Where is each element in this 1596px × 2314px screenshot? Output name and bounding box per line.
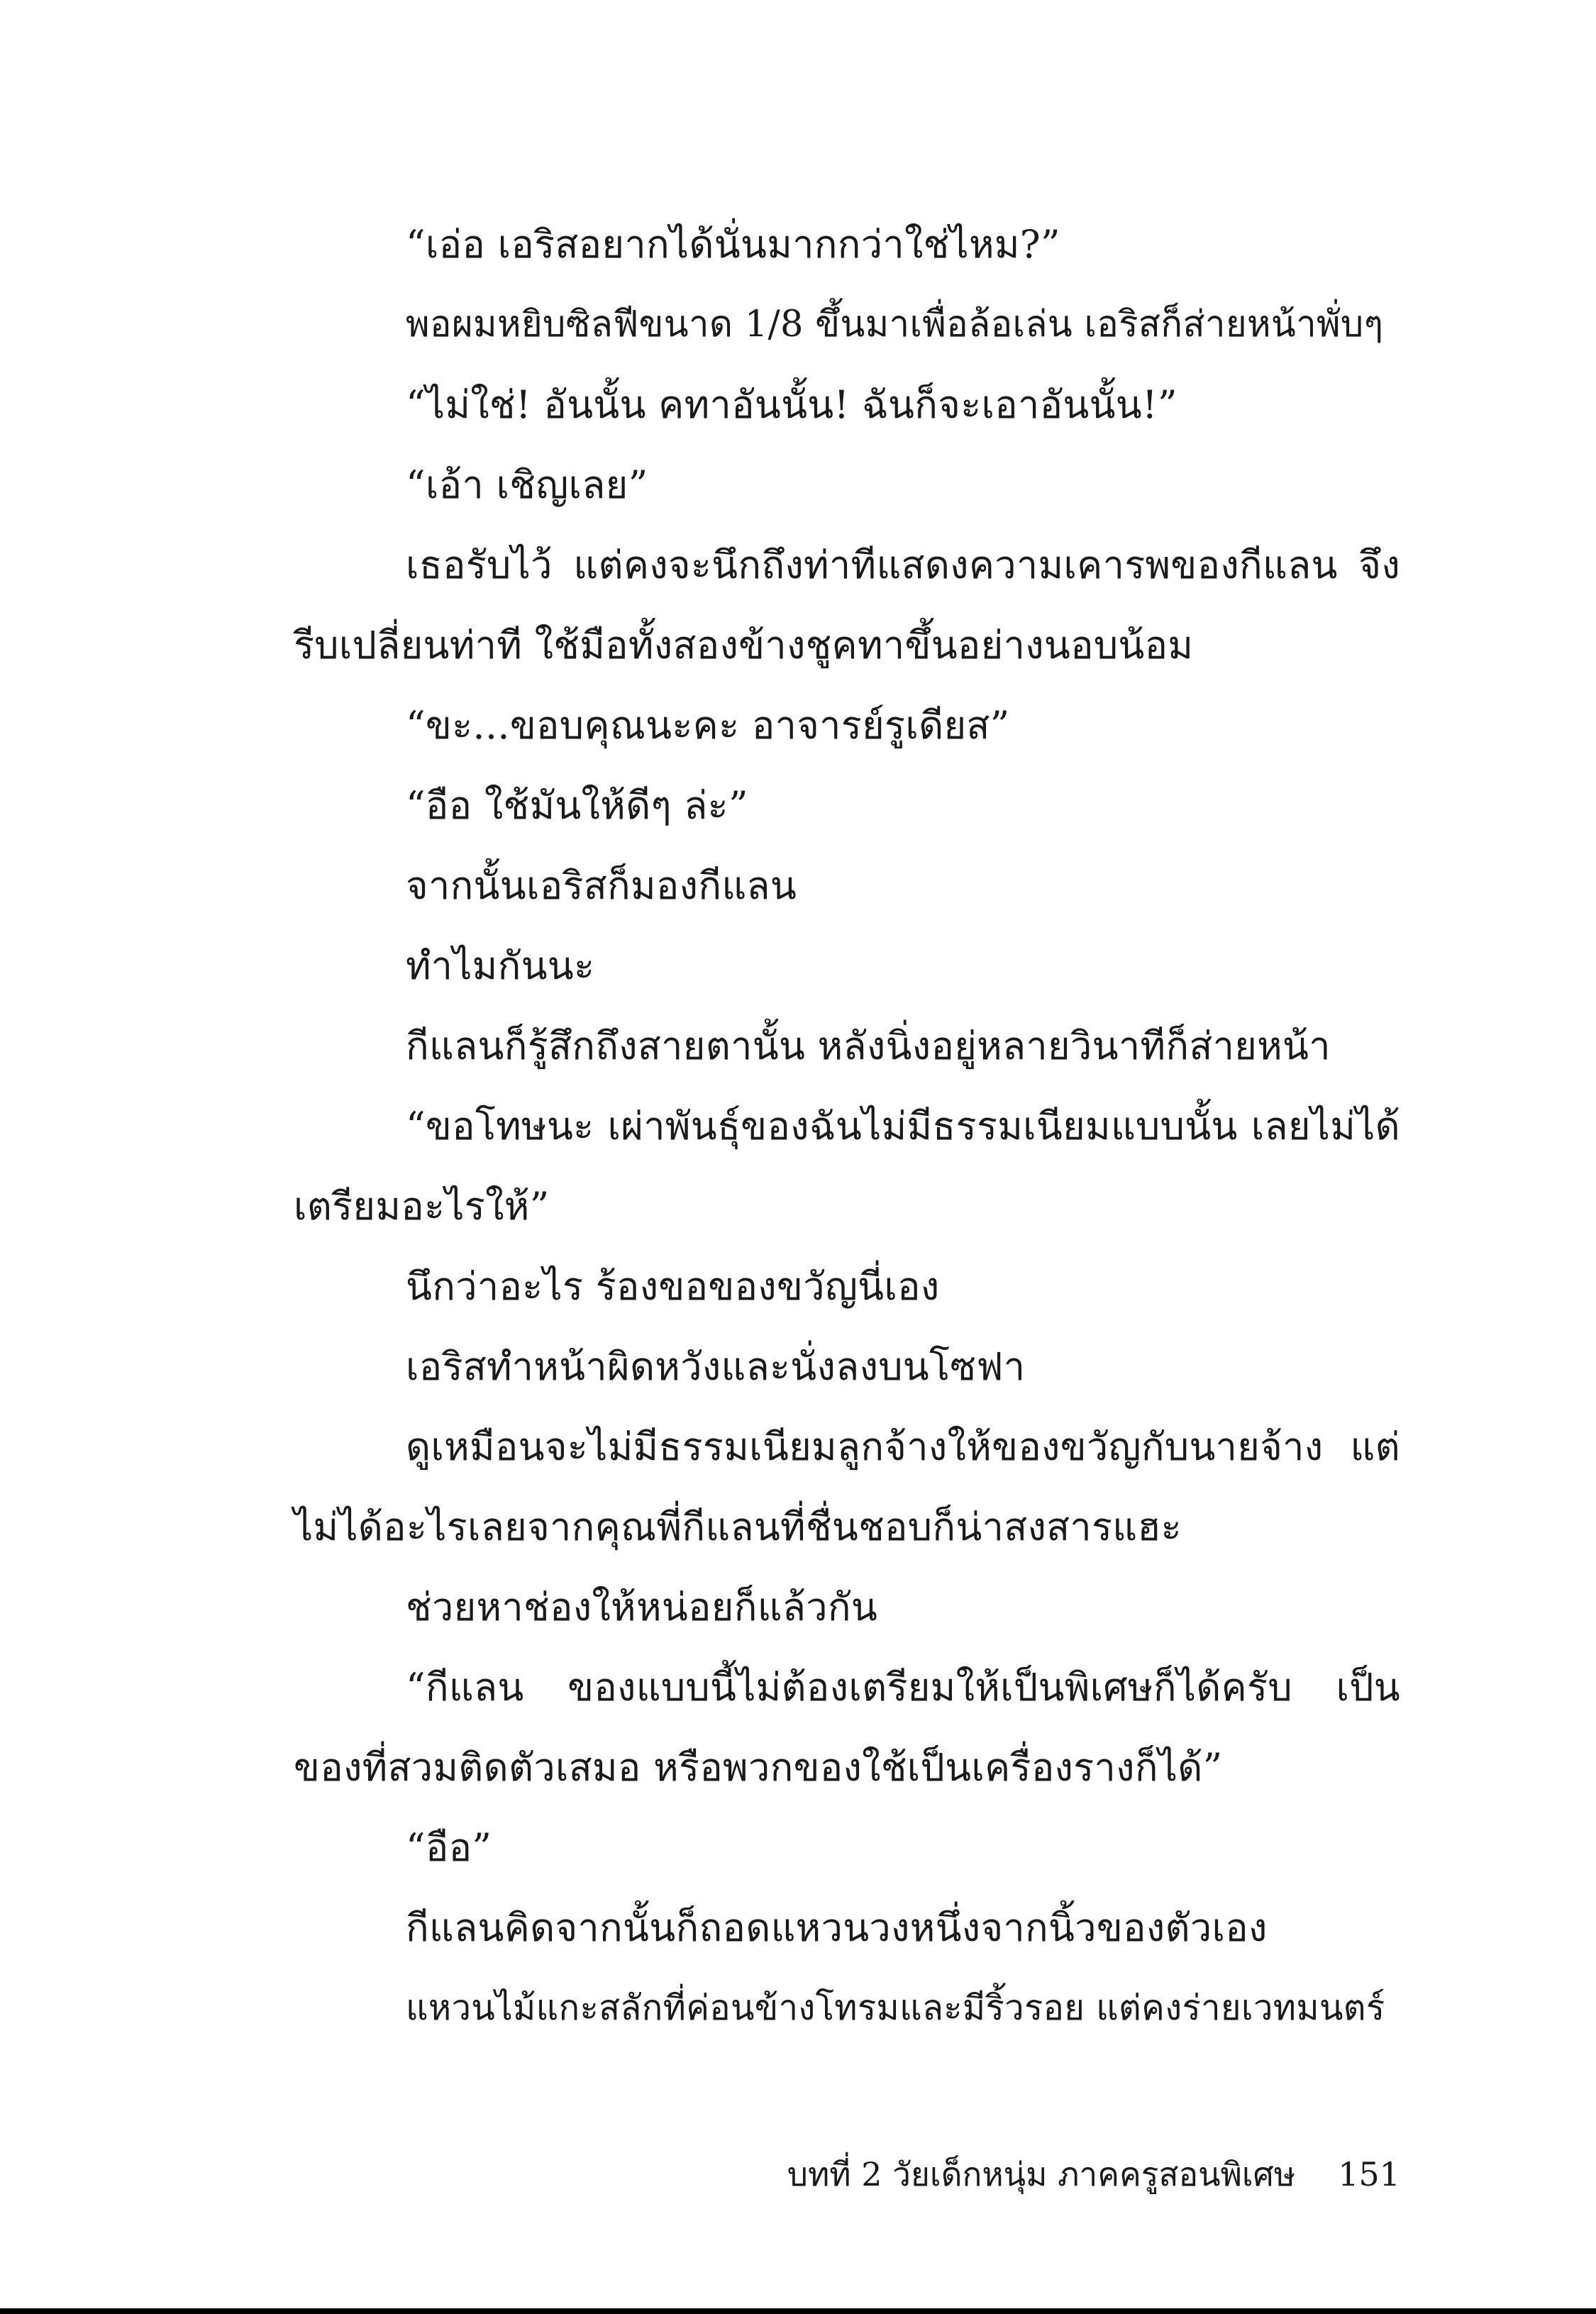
paragraph: “กีแลน ของแบบนี้ไม่ต้องเตรียมให้เป็นพิเศษก็ได้ครับ เป็นของที่สวมติดตัวเสมอ หรือพวกของใช้เป็นเครื่องรางก็ได้” (294, 1665, 1400, 1790)
paragraph: เอริสทำหน้าผิดหวังและนั่งลงบนโซฟา (406, 1344, 1026, 1389)
paragraph: ช่วยหาช่องให้หน่อยก็แล้วกัน (406, 1585, 878, 1629)
bottom-border (0, 2308, 1596, 2314)
body-text (294, 204, 1400, 2048)
paragraph: ทำไมกันนะ (406, 943, 595, 988)
paragraph: “อือ” (406, 1825, 492, 1870)
paragraph: “เอ้า เชิญเลย” (406, 463, 648, 507)
running-chapter-title: บทที่ 2 วัยเด็กหนุ่ม ภาคครูสอนพิเศษ (787, 2155, 1296, 2193)
paragraph: กีแลนก็รู้สึกถึงสายตานั้น หลังนิ่งอยู่หลายวินาทีก็ส่ายหน้า (406, 1024, 1331, 1068)
paragraph: ดูเหมือนจะไม่มีธรรมเนียมลูกจ้างให้ของขวัญกับนายจ้าง แต่ไม่ได้อะไรเลยจากคุณพี่กีแลนที่ชื่นชอบก็น่าสงสารแฮะ (294, 1424, 1400, 1549)
paragraph: พอผมหยิบซิลฟีขนาด 1/8 ขึ้นมาเพื่อล้อเล่น เอริสก็ส่ายหน้าพั่บๆ (406, 304, 1384, 345)
paragraph: กีแลนคิดจากนั้นก็ถอดแหวนวงหนึ่งจากนิ้วของตัวเอง (406, 1905, 1268, 1950)
paragraph: “ขะ...ขอบคุณนะคะ อาจารย์รูเดียส” (406, 703, 1010, 748)
paragraph: เธอรับไว้ แต่คงจะนึกถึงท่าทีแสดงความเคารพของกีแลน จึงรีบเปลี่ยนท่าที ใช้มือทั้งสองข้างชูคทาขึ้นอย่างนอบน้อม (294, 543, 1400, 668)
paragraph: “เอ่อ เอริสอยากได้นั่นมากกว่าใช่ไหม?” (406, 222, 1060, 267)
paragraph: “อือ ใช้มันให้ดีๆ ล่ะ” (406, 783, 748, 828)
paragraph: แหวนไม้แกะสลักที่ค่อนข้างโทรมและมีริ้วรอย แต่คงร่ายเวทมนตร์ (406, 1988, 1385, 2028)
paragraph: จากนั้นเอริสก็มองกีแลน (406, 863, 797, 908)
paragraph: “ไม่ใช่! อันนั้น คทาอันนั้น! ฉันก็จะเอาอันนั้น!” (406, 382, 1177, 427)
page-number: 151 (1338, 2155, 1400, 2193)
paragraph: นึกว่าอะไร ร้องขอของขวัญนี่เอง (406, 1264, 940, 1309)
page-footer (780, 2149, 1400, 2199)
paragraph: “ขอโทษนะ เผ่าพันธุ์ของฉันไม่มีธรรมเนียมแบบนั้น เลยไม่ได้เตรียมอะไรให้” (294, 1104, 1400, 1229)
